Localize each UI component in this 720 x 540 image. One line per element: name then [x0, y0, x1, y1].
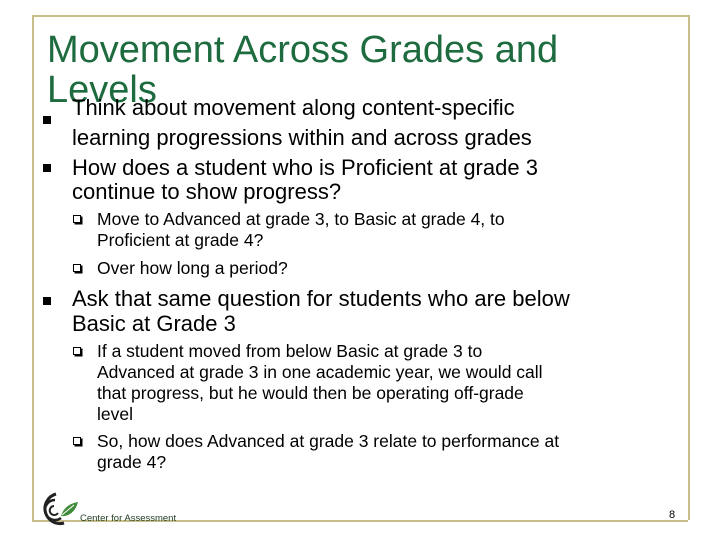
bullet-3-line-1: Ask that same question for students who are below [72, 286, 570, 311]
center-for-assessment-logo-icon [34, 490, 80, 528]
sub-bullet-marker-3-2 [73, 437, 81, 445]
bullet-2-line-2: continue to show progress? [72, 179, 342, 204]
slide-title: Movement Across Grades and Levels [47, 29, 559, 111]
frame-top-rule [32, 15, 688, 17]
page-number: 8 [669, 509, 676, 521]
bullet-marker-2 [43, 164, 51, 172]
sub-bullet-3-2-line-1: So, how does Advanced at grade 3 relate to performance at [97, 431, 560, 451]
sub-bullet-3-2-line-2: grade 4? [97, 452, 167, 472]
sub-bullet-2-1-line-2: Proficient at grade 4? [97, 230, 264, 250]
frame-left-rule [32, 15, 34, 520]
bullet-marker-1 [43, 116, 51, 124]
sub-bullet-3-1-line-4: level [97, 404, 133, 424]
bullet-1-line-2: learning progressions within and across grades [72, 125, 532, 150]
bullet-1-line-1: Think about movement along content-specific [72, 95, 515, 120]
sub-bullet-marker-3-1 [73, 347, 81, 355]
sub-bullet-2-2-line-1: Over how long a period? [97, 258, 288, 278]
bullet-2-line-1: How does a student who is Proficient at grade 3 [72, 155, 538, 180]
frame-right-rule [688, 15, 690, 520]
sub-bullet-2-1-line-1: Move to Advanced at grade 3, to Basic at grade 4, to [97, 209, 505, 229]
sub-bullet-marker-2-1 [73, 215, 81, 223]
bullet-3-line-2: Basic at Grade 3 [72, 311, 236, 336]
footer-org-name: Center for Assessment [80, 513, 177, 524]
bullet-marker-3 [43, 297, 51, 305]
sub-bullet-3-1-line-2: Advanced at grade 3 in one academic year, we would call [97, 362, 543, 382]
sub-bullet-marker-2-2 [73, 264, 81, 272]
sub-bullet-3-1-line-3: that progress, but he would then be operating off-grade [97, 383, 524, 403]
sub-bullet-3-1-line-1: If a student moved from below Basic at grade 3 to [97, 341, 483, 361]
